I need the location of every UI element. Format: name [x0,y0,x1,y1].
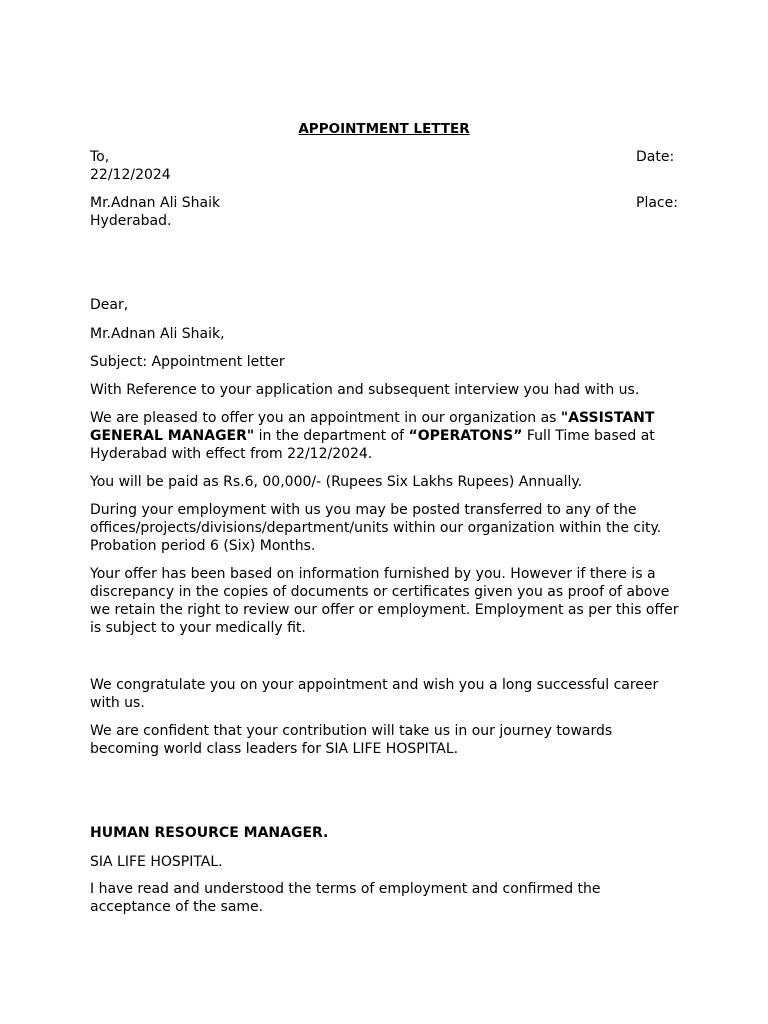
position-title-cont: GENERAL MANAGER" [90,428,255,444]
posting-line: Probation period 6 (Six) Months. [90,538,316,554]
reference-line: With Reference to your application and subsequent interview you had with us. [90,382,640,398]
place-label: Place: [636,195,678,211]
confident-paragraph [90,722,680,758]
offer-text-2: in the department of [254,428,409,444]
to-label: To, [90,149,110,165]
information-line: is subject to your medically fit. [90,620,306,636]
salary-line: You will be paid as Rs.6, 00,000/- (Rupees Six Lakhs Rupees) Annually. [90,474,583,490]
recipient-block [90,194,680,230]
date-label: Date: [636,149,675,165]
information-paragraph [90,565,680,637]
recipient-city: Hyderabad. [90,213,172,229]
document-title: APPOINTMENT LETTER [298,121,470,137]
recipient-name: Mr.Adnan Ali Shaik [90,195,221,211]
congratulate-line: with us. [90,695,145,711]
congratulate-paragraph [90,676,680,712]
salutation-name: Mr.Adnan Ali Shaik, [90,326,225,342]
congratulate-line: We congratulate you on your appointment and wish you a long successful career [90,677,659,693]
acceptance-paragraph [90,880,680,916]
confident-line: We are confident that your contribution will take us in our journey towards [90,723,613,739]
subject-line: Subject: Appointment letter [90,354,285,370]
information-line: discrepancy in the copies of documents or certificates given you as proof of above [90,584,670,600]
address-block [90,148,680,184]
posting-line: offices/projects/divisions/department/units within our organization within the city. [90,520,662,536]
information-line: we retain the right to review our offer or employment. Employment as per this offer [90,602,679,618]
offer-text-3a: Full Time based at [522,428,655,444]
confident-line: becoming world class leaders for SIA LIFE HOSPITAL. [90,741,459,757]
organization-name: SIA LIFE HOSPITAL. [90,854,223,870]
offer-text-1: We are pleased to offer you an appointment in our organization as [90,410,561,426]
position-title: "ASSISTANT [560,410,655,426]
information-line: Your offer has been based on information furnished by you. However if there is a [90,566,656,582]
acceptance-line: acceptance of the same. [90,899,264,915]
date-value: 22/12/2024 [90,167,171,183]
offer-paragraph [90,409,680,463]
salutation: Dear, [90,297,129,313]
posting-line: During your employment with us you may be posted transferred to any of the [90,502,637,518]
offer-text-3b: Hyderabad with effect from 22/12/2024. [90,446,373,462]
posting-paragraph [90,501,680,555]
department-name: “OPERATONS” [408,428,523,444]
signatory-title: HUMAN RESOURCE MANAGER. [90,825,329,841]
acceptance-line: I have read and understood the terms of employment and confirmed the [90,881,601,897]
